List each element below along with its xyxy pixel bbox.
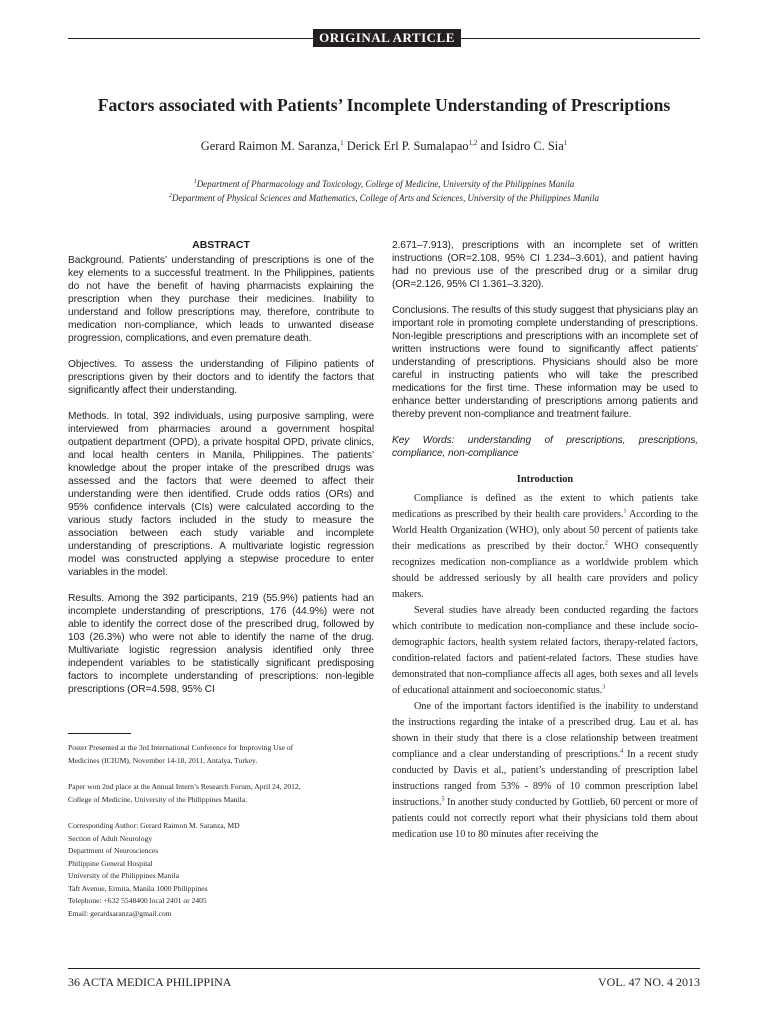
abstract-objectives: Objectives. To assess the understanding of Filipino patients of prescriptions given by their doctors and to identify the factors that significantly affect their understanding. xyxy=(68,359,374,396)
author-2: Derick Erl P. Sumalapao xyxy=(346,139,469,153)
corresponding-email: Email: gerardsaranza@gmail.com xyxy=(68,908,172,918)
affiliation-2-mark: 2 xyxy=(169,193,172,199)
text-span: WHO consequently recognizes medication non-compliance as a worldwide problem which should be addressed seriously by all health care providers and policy makers. xyxy=(392,541,698,600)
footnote-poster xyxy=(68,742,368,767)
footnote-line: Paper won 2nd place at the Annual Intern’s Research Forum, April 24, 2012, xyxy=(68,782,301,791)
introduction-paragraph-3 xyxy=(392,699,698,843)
author-1: Gerard Raimon M. Saranza, xyxy=(200,139,341,153)
abstract-methods: Methods. In total, 392 individuals, using purposive sampling, were interviewed from pharmacies around a government hospital outpatient department (OPD), a private hospital OPD, private clinics, and local health centers in Manila, Philippines. The patients’ knowledge about the proper intake of the prescribed drugs was assessed and the factors that were deemed to affect their understanding were then identified. Crude odds ratios (ORs) and 95% confidence intervals (CIs) were calculated according to the various study factors included in the study to measure the association between each study variable and incomplete understanding of prescriptions. A multivariate logistic regression model was constructed applying a stepwise procedure to enter variables in the model. xyxy=(68,411,374,578)
author-1-affil: 1 xyxy=(340,138,344,147)
footer-rule xyxy=(68,968,700,969)
affiliation-1 xyxy=(0,179,768,189)
text-span: In another study conducted by Gottlieb, 60 percent or more of patients could not correctly report what their physicians told them about medication use 10 to 80 minutes after receiving the xyxy=(392,797,698,840)
footnote-line: University of the Philippines Manila xyxy=(68,871,179,880)
footnote-line: Medicines (ICIUM), November 14-18, 2011, Antalya, Turkey. xyxy=(68,755,258,765)
journal-name: ACTA MEDICA PHILIPPINA xyxy=(82,975,232,989)
footer-volume: VOL. 47 NO. 4 2013 xyxy=(598,975,700,989)
introduction-paragraph-2 xyxy=(392,603,698,699)
text-span: Compliance is defined as the extent to which patients take medications as prescribed by their health care providers. xyxy=(392,493,698,520)
abstract-conclusions: Conclusions. The results of this study suggest that physicians play an important role in promoting complete understanding of prescriptions. Non-legible prescriptions and prescriptions with an incomplete set of written instructions were found to significantly affect patients’ understanding of prescriptions. Physicians should also be more careful in instructing patients who will take the prescribed medications for the first time. These information may be used to enhance better understanding of prescriptions among patients and thereby prevent non-compliance and treatment failure. xyxy=(392,305,698,420)
author-3: and Isidro C. Sia xyxy=(480,139,564,153)
footnote-line: Taft Avenue, Ermita, Manila 1000 Philippines xyxy=(68,883,208,893)
footnote-line: Philippine General Hospital xyxy=(68,858,153,868)
text-span: Several studies have already been conducted regarding the factors which contribute to medication non-compliance and these include socio-demographic factors, health system related factors, therapy-related factors, condition-related factors and patient-related factors. These studies have demonstrated that non-compliance affects all ages, both sexes and all levels of educational attainment and socioeconomic status. xyxy=(392,605,698,696)
citation: 4 xyxy=(620,748,624,755)
footnote-award xyxy=(68,781,368,806)
abstract-results-continued: 2.671–7.913), prescriptions with an incomplete set of written instructions (OR=2.108, 95% CI 1.234–3.601), and patient having had no previous use of the prescribed drug or a similar drug (OR=2.126, 95% CI 1.361–3.320). xyxy=(392,240,698,290)
corresponding-author xyxy=(68,820,368,920)
affiliation-2-text: Department of Physical Sciences and Mathematics, College of Arts and Sciences, University of the Philippines Manila xyxy=(172,193,599,203)
abstract-heading: ABSTRACT xyxy=(192,239,250,251)
footnote-line: Section of Adult Neurology xyxy=(68,833,153,843)
citation: 5 xyxy=(441,796,445,803)
author-3-affil: 1 xyxy=(563,138,568,147)
footnote-line: Department of Neurosciences xyxy=(68,846,159,855)
citation: 2 xyxy=(604,540,608,547)
footnote-line: Corresponding Author: Gerard Raimon M. Saranza, MD xyxy=(68,821,240,830)
author-line xyxy=(0,139,768,154)
affiliation-1-mark: 1 xyxy=(193,179,197,185)
footer-journal xyxy=(68,975,231,990)
affiliation-1-text: Department of Pharmacology and Toxicology, College of Medicine, University of the Philippines Manila xyxy=(196,179,575,189)
right-column xyxy=(392,239,698,843)
citation: 3 xyxy=(602,684,606,691)
page-number: 36 xyxy=(68,975,80,989)
footnote-line: Poster Presented at the 3rd International Conference for Improving Use of xyxy=(68,743,294,752)
footnote-rule xyxy=(68,733,131,734)
citation: 1 xyxy=(623,508,627,515)
text-span: One of the important factors identified is the inability to understand the instructions regarding the intake of a prescribed drug. Lau et al. has shown in their study that there is a close relationship between treatment compliance and a clear understanding of prescriptions. xyxy=(392,701,698,760)
article-type-banner: ORIGINAL ARTICLE xyxy=(313,29,461,47)
affiliation-2 xyxy=(0,193,768,203)
footnote-line: Telephone: +632 5548400 local 2401 or 2405 xyxy=(68,896,207,905)
footnote-line: College of Medicine, University of the Philippines Manila. xyxy=(68,794,248,804)
abstract-results: Results. Among the 392 participants, 219 (55.9%) patients had an incomplete understanding of prescriptions, 176 (44.9%) were not able to identify the correct dose of the prescribed drug, followed by 103 (26.3%) who were not able to identify the name of the drug. Multivariate logistic regression analysis identified only three independent variables to be statistically significant predisposing factors to incomplete understanding of prescriptions: non-legible prescriptions (OR=4.598, 95% CI xyxy=(68,593,374,695)
abstract-background: Background. Patients’ understanding of prescriptions is one of the key elements to a successful treatment. In the Philippines, patients do not have the benefit of having pharmacists explaining the prescription when they purchase their medicines. Inability to understand and follow prescriptions may, therefore, contribute to medication non-compliance, which leads to unwanted disease progression, complications, and even premature death. xyxy=(68,255,374,344)
author-2-affil: 1,2 xyxy=(468,138,478,147)
article-title: Factors associated with Patients’ Incomplete Understanding of Prescriptions xyxy=(97,95,671,115)
text-span: According to the World Health Organization (WHO), only about 50 percent of patients take their medications as prescribed by their doctor. xyxy=(392,509,698,552)
introduction-heading: Introduction xyxy=(516,474,574,485)
text-span: In a recent study conducted by Davis et al., patient’s understanding of prescription label instructions ranged from 53% - 89% of 10 common prescription label instructions. xyxy=(392,749,698,808)
introduction-paragraph-1 xyxy=(392,491,698,603)
left-column xyxy=(68,239,374,709)
key-words: Key Words: understanding of prescriptions, prescriptions, compliance, non-compliance xyxy=(392,435,698,459)
